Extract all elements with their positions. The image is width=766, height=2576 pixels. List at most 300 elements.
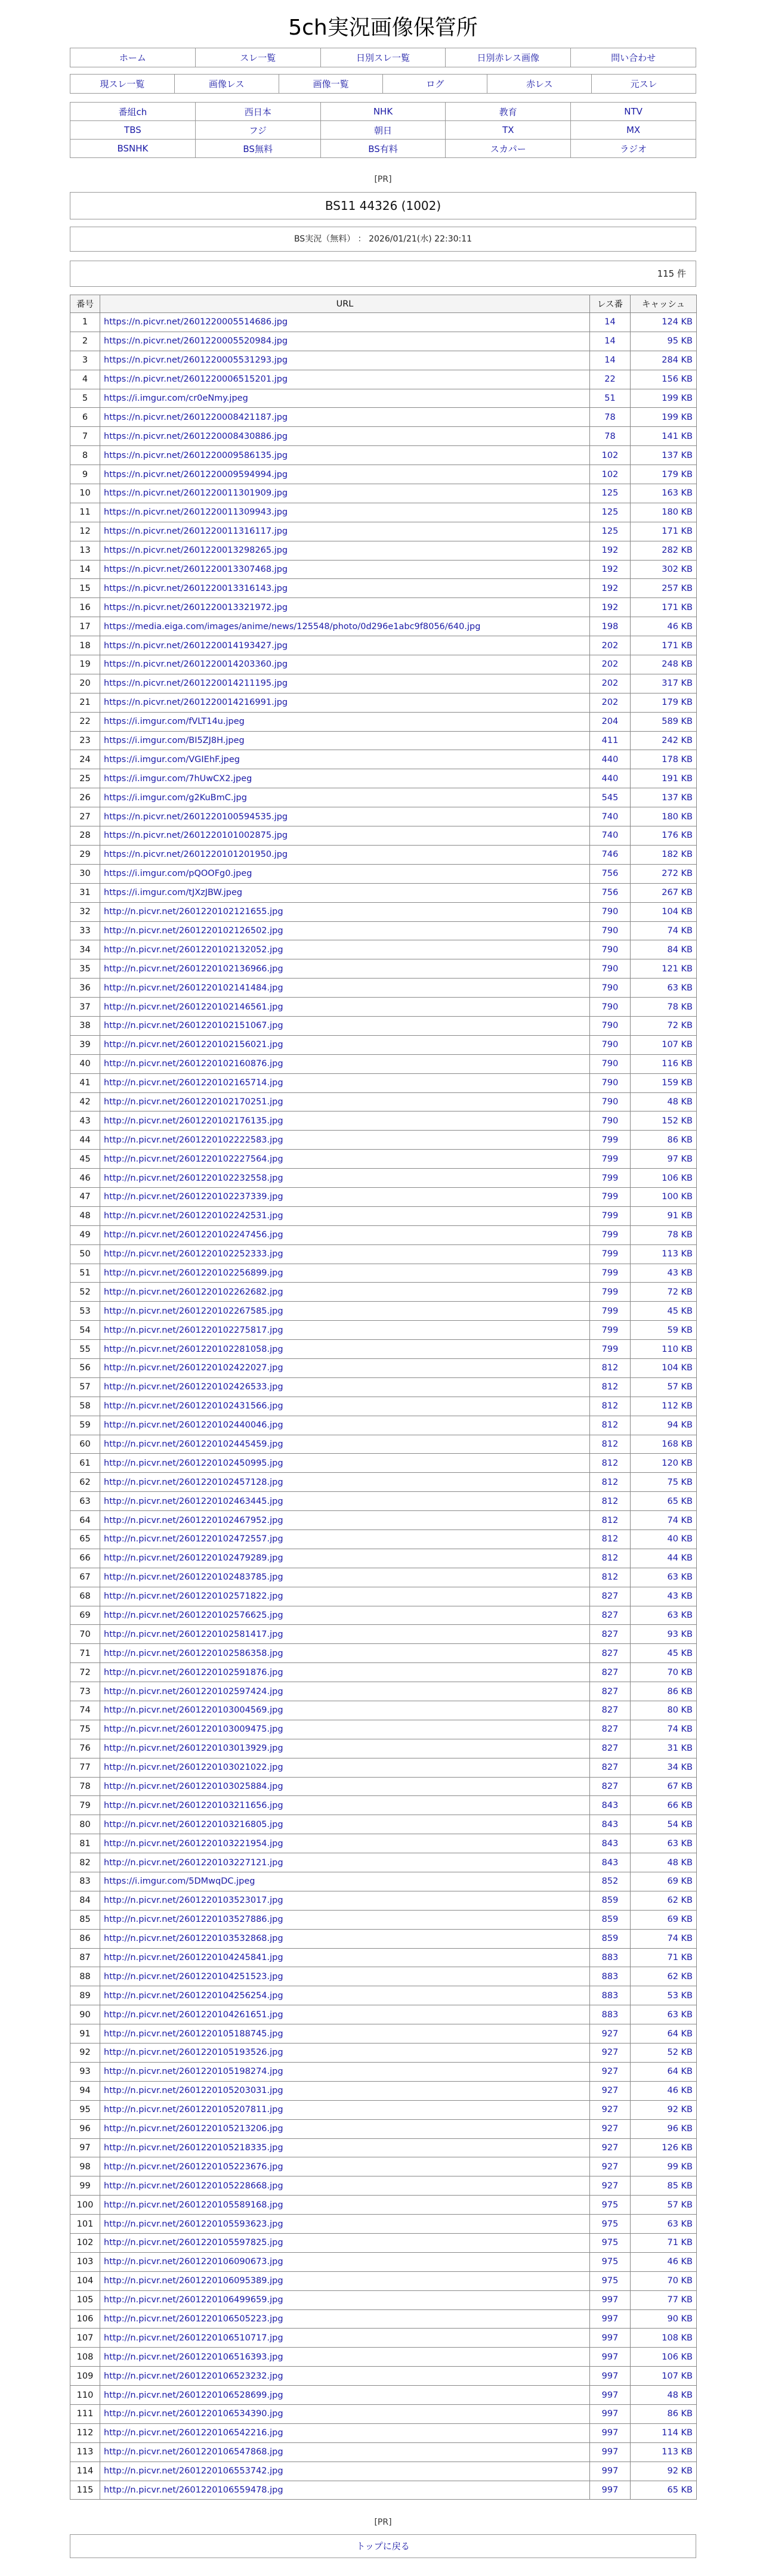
res-number-link[interactable]: 997 bbox=[601, 2447, 619, 2457]
cache-size-link[interactable]: 71 KB bbox=[667, 1953, 693, 1963]
res-number-link[interactable]: 927 bbox=[601, 2105, 619, 2115]
cache-size-link[interactable]: 91 KB bbox=[667, 1211, 693, 1221]
res-number-link[interactable]: 997 bbox=[601, 2390, 619, 2400]
cache-size-link[interactable]: 57 KB bbox=[667, 2200, 693, 2210]
res-number-link[interactable]: 827 bbox=[601, 1611, 619, 1620]
cache-size-link[interactable]: 106 KB bbox=[662, 1173, 693, 1183]
res-number-link[interactable]: 859 bbox=[601, 1934, 619, 1944]
res-number-link[interactable]: 883 bbox=[601, 1953, 619, 1963]
image-url-link[interactable]: https://i.imgur.com/fVLT14u.jpeg bbox=[104, 717, 245, 727]
image-url-link[interactable]: https://n.picvr.net/2601220101002875.jpg bbox=[104, 831, 288, 841]
image-url-link[interactable]: http://n.picvr.net/2601220102479289.jpg bbox=[104, 1553, 283, 1563]
nav-item-link[interactable]: 日別スレ一覧 bbox=[356, 52, 410, 63]
image-url-link[interactable]: https://i.imgur.com/tJXzJBW.jpeg bbox=[104, 888, 243, 898]
res-number-link[interactable]: 756 bbox=[601, 888, 619, 898]
res-number-link[interactable]: 790 bbox=[601, 1040, 619, 1050]
res-number-link[interactable]: 812 bbox=[601, 1515, 619, 1525]
image-url-link[interactable]: http://n.picvr.net/2601220103532868.jpg bbox=[104, 1934, 283, 1944]
image-url-link[interactable]: https://n.picvr.net/2601220013316143.jpg bbox=[104, 583, 288, 593]
image-url-link[interactable]: http://n.picvr.net/2601220105593623.jpg bbox=[104, 2219, 283, 2229]
res-number-link[interactable]: 125 bbox=[601, 507, 619, 518]
cache-size-link[interactable]: 74 KB bbox=[667, 1934, 693, 1944]
cache-size-link[interactable]: 90 KB bbox=[667, 2314, 693, 2324]
res-number-link[interactable]: 997 bbox=[601, 2314, 619, 2324]
cache-size-link[interactable]: 302 KB bbox=[662, 565, 693, 575]
res-number-link[interactable]: 927 bbox=[601, 2162, 619, 2172]
image-url-link[interactable]: http://n.picvr.net/2601220104261651.jpg bbox=[104, 2010, 283, 2020]
res-number-link[interactable]: 827 bbox=[601, 1686, 619, 1696]
image-url-link[interactable]: http://n.picvr.net/2601220102576625.jpg bbox=[104, 1611, 283, 1620]
channel-item-link[interactable]: ラジオ bbox=[620, 143, 647, 154]
cache-size-link[interactable]: 116 KB bbox=[662, 1059, 693, 1069]
image-url-link[interactable]: http://n.picvr.net/2601220106559478.jpg bbox=[104, 2485, 283, 2495]
image-url-link[interactable]: http://n.picvr.net/2601220103227121.jpg bbox=[104, 1857, 283, 1868]
image-url-link[interactable]: http://n.picvr.net/2601220105198274.jpg bbox=[104, 2067, 283, 2077]
res-number-link[interactable]: 812 bbox=[601, 1553, 619, 1563]
channel-item-link[interactable]: NHK bbox=[373, 106, 393, 117]
image-url-link[interactable]: https://n.picvr.net/2601220100594535.jpg bbox=[104, 812, 288, 822]
cache-size-link[interactable]: 69 KB bbox=[667, 1915, 693, 1925]
image-url-link[interactable]: http://n.picvr.net/2601220102146561.jpg bbox=[104, 1002, 283, 1012]
res-number-link[interactable]: 799 bbox=[601, 1173, 619, 1183]
cache-size-link[interactable]: 64 KB bbox=[667, 2029, 693, 2039]
res-number-link[interactable]: 927 bbox=[601, 2048, 619, 2058]
res-number-link[interactable]: 997 bbox=[601, 2352, 619, 2362]
res-number-link[interactable]: 440 bbox=[601, 754, 619, 764]
image-url-link[interactable]: http://n.picvr.net/2601220102450995.jpg bbox=[104, 1458, 283, 1468]
cache-size-link[interactable]: 85 KB bbox=[667, 2181, 693, 2191]
res-number-link[interactable]: 827 bbox=[601, 1705, 619, 1716]
image-url-link[interactable]: http://n.picvr.net/2601220106499659.jpg bbox=[104, 2295, 283, 2305]
res-number-link[interactable]: 975 bbox=[601, 2276, 619, 2286]
image-url-link[interactable]: http://n.picvr.net/2601220102440046.jpg bbox=[104, 1420, 283, 1431]
cache-size-link[interactable]: 59 KB bbox=[667, 1325, 693, 1335]
res-number-link[interactable]: 740 bbox=[601, 812, 619, 822]
res-number-link[interactable]: 843 bbox=[601, 1819, 619, 1829]
image-url-link[interactable]: http://n.picvr.net/2601220103216805.jpg bbox=[104, 1819, 283, 1829]
res-number-link[interactable]: 997 bbox=[601, 2295, 619, 2305]
image-url-link[interactable]: https://n.picvr.net/2601220005531293.jpg bbox=[104, 355, 288, 366]
image-url-link[interactable]: http://n.picvr.net/2601220102431566.jpg bbox=[104, 1401, 283, 1411]
image-url-link[interactable]: https://n.picvr.net/2601220009594994.jpg bbox=[104, 469, 288, 479]
res-number-link[interactable]: 827 bbox=[601, 1724, 619, 1735]
image-url-link[interactable]: http://n.picvr.net/2601220102151067.jpg bbox=[104, 1021, 283, 1031]
image-url-link[interactable]: http://n.picvr.net/2601220102237339.jpg bbox=[104, 1192, 283, 1202]
channel-item-link[interactable]: TBS bbox=[124, 125, 141, 135]
image-url-link[interactable]: http://n.picvr.net/2601220102242531.jpg bbox=[104, 1211, 283, 1221]
cache-size-link[interactable]: 54 KB bbox=[667, 1819, 693, 1829]
cache-size-link[interactable]: 80 KB bbox=[667, 1705, 693, 1716]
res-number-link[interactable]: 192 bbox=[601, 602, 619, 612]
res-number-link[interactable]: 975 bbox=[601, 2257, 619, 2267]
cache-size-link[interactable]: 284 KB bbox=[662, 355, 693, 366]
cache-size-link[interactable]: 137 KB bbox=[662, 450, 693, 460]
image-url-link[interactable]: http://n.picvr.net/2601220106516393.jpg bbox=[104, 2352, 283, 2362]
image-url-link[interactable]: http://n.picvr.net/2601220102586358.jpg bbox=[104, 1648, 283, 1658]
cache-size-link[interactable]: 48 KB bbox=[667, 1097, 693, 1107]
res-number-link[interactable]: 14 bbox=[604, 317, 616, 327]
res-number-link[interactable]: 883 bbox=[601, 1990, 619, 2001]
cache-size-link[interactable]: 113 KB bbox=[662, 2447, 693, 2457]
image-url-link[interactable]: http://n.picvr.net/2601220105218335.jpg bbox=[104, 2142, 283, 2153]
image-url-link[interactable]: http://n.picvr.net/2601220102463445.jpg bbox=[104, 1496, 283, 1506]
res-number-link[interactable]: 927 bbox=[601, 2086, 619, 2096]
res-number-link[interactable]: 997 bbox=[601, 2485, 619, 2495]
image-url-link[interactable]: http://n.picvr.net/2601220105193526.jpg bbox=[104, 2048, 283, 2058]
cache-size-link[interactable]: 108 KB bbox=[662, 2333, 693, 2343]
image-url-link[interactable]: http://n.picvr.net/2601220102232558.jpg bbox=[104, 1173, 283, 1183]
cache-size-link[interactable]: 179 KB bbox=[662, 469, 693, 479]
image-url-link[interactable]: https://media.eiga.com/images/anime/news/125548/photo/0d296e1abc9f8056/640.jpg bbox=[104, 621, 481, 631]
res-number-link[interactable]: 799 bbox=[601, 1211, 619, 1221]
cache-size-link[interactable]: 171 KB bbox=[662, 640, 693, 651]
cache-size-link[interactable]: 110 KB bbox=[662, 1344, 693, 1354]
cache-size-link[interactable]: 86 KB bbox=[667, 1135, 693, 1145]
res-number-link[interactable]: 202 bbox=[601, 698, 619, 708]
cache-size-link[interactable]: 171 KB bbox=[662, 527, 693, 537]
image-url-link[interactable]: http://n.picvr.net/2601220102422027.jpg bbox=[104, 1363, 283, 1373]
res-number-link[interactable]: 192 bbox=[601, 565, 619, 575]
channel-item-link[interactable]: 西日本 bbox=[244, 106, 271, 117]
cache-size-link[interactable]: 62 KB bbox=[667, 1971, 693, 1981]
cache-size-link[interactable]: 112 KB bbox=[662, 1401, 693, 1411]
cache-size-link[interactable]: 107 KB bbox=[662, 2371, 693, 2381]
res-number-link[interactable]: 975 bbox=[601, 2238, 619, 2248]
res-number-link[interactable]: 545 bbox=[601, 792, 619, 803]
image-url-link[interactable]: https://n.picvr.net/2601220011309943.jpg bbox=[104, 507, 288, 518]
res-number-link[interactable]: 756 bbox=[601, 869, 619, 879]
image-url-link[interactable]: http://n.picvr.net/2601220102121655.jpg bbox=[104, 907, 283, 917]
cache-size-link[interactable]: 40 KB bbox=[667, 1534, 693, 1544]
res-number-link[interactable]: 843 bbox=[601, 1800, 619, 1810]
res-number-link[interactable]: 975 bbox=[601, 2219, 619, 2229]
image-url-link[interactable]: http://n.picvr.net/2601220102281058.jpg bbox=[104, 1344, 283, 1354]
res-number-link[interactable]: 799 bbox=[601, 1249, 619, 1259]
res-number-link[interactable]: 812 bbox=[601, 1477, 619, 1487]
image-url-link[interactable]: http://n.picvr.net/2601220102597424.jpg bbox=[104, 1686, 283, 1696]
cache-size-link[interactable]: 180 KB bbox=[662, 812, 693, 822]
res-number-link[interactable]: 78 bbox=[604, 412, 616, 422]
cache-size-link[interactable]: 57 KB bbox=[667, 1382, 693, 1392]
res-number-link[interactable]: 827 bbox=[601, 1763, 619, 1773]
image-url-link[interactable]: http://n.picvr.net/2601220105223676.jpg bbox=[104, 2162, 283, 2172]
image-url-link[interactable]: https://n.picvr.net/2601220011316117.jpg bbox=[104, 527, 288, 537]
res-number-link[interactable]: 202 bbox=[601, 640, 619, 651]
image-url-link[interactable]: https://i.imgur.com/g2KuBmC.jpg bbox=[104, 792, 247, 803]
res-number-link[interactable]: 827 bbox=[601, 1667, 619, 1677]
image-url-link[interactable]: https://n.picvr.net/2601220008421187.jpg bbox=[104, 412, 288, 422]
image-url-link[interactable]: http://n.picvr.net/2601220102170251.jpg bbox=[104, 1097, 283, 1107]
image-url-link[interactable]: http://n.picvr.net/2601220103004569.jpg bbox=[104, 1705, 283, 1716]
nav-item-link[interactable]: 日別赤レス画像 bbox=[477, 52, 540, 63]
image-url-link[interactable]: http://n.picvr.net/2601220102252333.jpg bbox=[104, 1249, 283, 1259]
res-number-link[interactable]: 14 bbox=[604, 355, 616, 366]
cache-size-link[interactable]: 44 KB bbox=[667, 1553, 693, 1563]
cache-size-link[interactable]: 72 KB bbox=[667, 1021, 693, 1031]
cache-size-link[interactable]: 74 KB bbox=[667, 1515, 693, 1525]
cache-size-link[interactable]: 282 KB bbox=[662, 546, 693, 556]
channel-item-link[interactable]: フジ bbox=[249, 125, 267, 136]
res-number-link[interactable]: 790 bbox=[601, 964, 619, 974]
cache-size-link[interactable]: 104 KB bbox=[662, 1363, 693, 1373]
cache-size-link[interactable]: 77 KB bbox=[667, 2295, 693, 2305]
image-url-link[interactable]: http://n.picvr.net/2601220102267585.jpg bbox=[104, 1306, 283, 1316]
res-number-link[interactable]: 746 bbox=[601, 850, 619, 860]
cache-size-link[interactable]: 104 KB bbox=[662, 907, 693, 917]
channel-item-link[interactable]: MX bbox=[626, 125, 641, 135]
res-number-link[interactable]: 790 bbox=[601, 1021, 619, 1031]
image-url-link[interactable]: http://n.picvr.net/2601220102126502.jpg bbox=[104, 925, 283, 936]
image-url-link[interactable]: http://n.picvr.net/2601220106534390.jpg bbox=[104, 2409, 283, 2419]
cache-size-link[interactable]: 199 KB bbox=[662, 412, 693, 422]
image-url-link[interactable]: http://n.picvr.net/2601220102160876.jpg bbox=[104, 1059, 283, 1069]
image-url-link[interactable]: http://n.picvr.net/2601220106542216.jpg bbox=[104, 2428, 283, 2438]
channel-item-link[interactable]: スカパー bbox=[490, 143, 526, 154]
image-url-link[interactable]: http://n.picvr.net/2601220106090673.jpg bbox=[104, 2257, 283, 2267]
cache-size-link[interactable]: 178 KB bbox=[662, 754, 693, 764]
image-url-link[interactable]: http://n.picvr.net/2601220102136966.jpg bbox=[104, 964, 283, 974]
cache-size-link[interactable]: 589 KB bbox=[662, 717, 693, 727]
cache-size-link[interactable]: 72 KB bbox=[667, 1287, 693, 1297]
image-url-link[interactable]: https://n.picvr.net/2601220014211195.jpg bbox=[104, 679, 288, 689]
image-url-link[interactable]: https://n.picvr.net/2601220014193427.jpg bbox=[104, 640, 288, 651]
site-title[interactable]: 5ch実況画像保管所 bbox=[288, 16, 478, 40]
res-number-link[interactable]: 799 bbox=[601, 1268, 619, 1278]
cache-size-link[interactable]: 179 KB bbox=[662, 698, 693, 708]
cache-size-link[interactable]: 63 KB bbox=[667, 2010, 693, 2020]
nav-item-link[interactable]: 元スレ bbox=[630, 79, 657, 89]
res-number-link[interactable]: 790 bbox=[601, 1097, 619, 1107]
res-number-link[interactable]: 125 bbox=[601, 488, 619, 499]
res-number-link[interactable]: 192 bbox=[601, 546, 619, 556]
image-url-link[interactable]: http://n.picvr.net/2601220105597825.jpg bbox=[104, 2238, 283, 2248]
image-url-link[interactable]: https://i.imgur.com/cr0eNmy.jpeg bbox=[104, 394, 248, 403]
res-number-link[interactable]: 790 bbox=[601, 1002, 619, 1012]
image-url-link[interactable]: http://n.picvr.net/2601220105213206.jpg bbox=[104, 2124, 283, 2134]
image-url-link[interactable]: http://n.picvr.net/2601220106528699.jpg bbox=[104, 2390, 283, 2400]
res-number-link[interactable]: 997 bbox=[601, 2333, 619, 2343]
cache-size-link[interactable]: 94 KB bbox=[667, 1420, 693, 1431]
cache-size-link[interactable]: 78 KB bbox=[667, 1002, 693, 1012]
res-number-link[interactable]: 790 bbox=[601, 945, 619, 955]
image-url-link[interactable]: http://n.picvr.net/2601220106553742.jpg bbox=[104, 2466, 283, 2476]
res-number-link[interactable]: 812 bbox=[601, 1534, 619, 1544]
res-number-link[interactable]: 799 bbox=[601, 1135, 619, 1145]
cache-size-link[interactable]: 114 KB bbox=[662, 2428, 693, 2438]
cache-size-link[interactable]: 242 KB bbox=[662, 736, 693, 746]
image-url-link[interactable]: http://n.picvr.net/2601220103211656.jpg bbox=[104, 1800, 283, 1810]
cache-size-link[interactable]: 248 KB bbox=[662, 660, 693, 670]
cache-size-link[interactable]: 48 KB bbox=[667, 1857, 693, 1868]
res-number-link[interactable]: 51 bbox=[604, 394, 616, 403]
res-number-link[interactable]: 812 bbox=[601, 1458, 619, 1468]
cache-size-link[interactable]: 176 KB bbox=[662, 831, 693, 841]
image-url-link[interactable]: https://n.picvr.net/2601220005520984.jpg bbox=[104, 336, 288, 346]
cache-size-link[interactable]: 92 KB bbox=[667, 2105, 693, 2115]
channel-item-link[interactable]: 番組ch bbox=[118, 106, 147, 117]
res-number-link[interactable]: 812 bbox=[601, 1420, 619, 1431]
res-number-link[interactable]: 827 bbox=[601, 1629, 619, 1639]
image-url-link[interactable]: http://n.picvr.net/2601220102571822.jpg bbox=[104, 1592, 283, 1602]
nav-item-link[interactable]: スレ一覧 bbox=[240, 52, 276, 63]
image-url-link[interactable]: http://n.picvr.net/2601220106523232.jpg bbox=[104, 2371, 283, 2381]
res-number-link[interactable]: 790 bbox=[601, 1116, 619, 1126]
res-number-link[interactable]: 799 bbox=[601, 1325, 619, 1335]
cache-size-link[interactable]: 317 KB bbox=[662, 679, 693, 689]
nav-item-link[interactable]: 問い合わせ bbox=[611, 52, 656, 63]
res-number-link[interactable]: 411 bbox=[601, 736, 619, 746]
cache-size-link[interactable]: 31 KB bbox=[667, 1744, 693, 1754]
cache-size-link[interactable]: 156 KB bbox=[662, 374, 693, 385]
res-number-link[interactable]: 125 bbox=[601, 527, 619, 537]
nav-item-link[interactable]: ログ bbox=[426, 79, 444, 89]
cache-size-link[interactable]: 97 KB bbox=[667, 1154, 693, 1164]
res-number-link[interactable]: 975 bbox=[601, 2200, 619, 2210]
res-number-link[interactable]: 812 bbox=[601, 1439, 619, 1449]
image-url-link[interactable]: http://n.picvr.net/2601220104256254.jpg bbox=[104, 1990, 283, 2001]
res-number-link[interactable]: 192 bbox=[601, 583, 619, 593]
image-url-link[interactable]: https://n.picvr.net/2601220005514686.jpg bbox=[104, 317, 288, 327]
res-number-link[interactable]: 827 bbox=[601, 1744, 619, 1754]
cache-size-link[interactable]: 46 KB bbox=[667, 621, 693, 631]
res-number-link[interactable]: 883 bbox=[601, 2010, 619, 2020]
cache-size-link[interactable]: 74 KB bbox=[667, 925, 693, 936]
image-url-link[interactable]: http://n.picvr.net/2601220103013929.jpg bbox=[104, 1744, 283, 1754]
image-url-link[interactable]: http://n.picvr.net/2601220102176135.jpg bbox=[104, 1116, 283, 1126]
res-number-link[interactable]: 997 bbox=[601, 2371, 619, 2381]
channel-item-link[interactable]: BS有料 bbox=[368, 143, 398, 154]
res-number-link[interactable]: 790 bbox=[601, 907, 619, 917]
res-number-link[interactable]: 812 bbox=[601, 1382, 619, 1392]
cache-size-link[interactable]: 152 KB bbox=[662, 1116, 693, 1126]
cache-size-link[interactable]: 52 KB bbox=[667, 2048, 693, 2058]
cache-size-link[interactable]: 93 KB bbox=[667, 1629, 693, 1639]
image-url-link[interactable]: http://n.picvr.net/2601220102256899.jpg bbox=[104, 1268, 283, 1278]
image-url-link[interactable]: http://n.picvr.net/2601220103527886.jpg bbox=[104, 1915, 283, 1925]
cache-size-link[interactable]: 171 KB bbox=[662, 602, 693, 612]
cache-size-link[interactable]: 257 KB bbox=[662, 583, 693, 593]
cache-size-link[interactable]: 163 KB bbox=[662, 488, 693, 499]
res-number-link[interactable]: 812 bbox=[601, 1401, 619, 1411]
cache-size-link[interactable]: 272 KB bbox=[662, 869, 693, 879]
res-number-link[interactable]: 859 bbox=[601, 1915, 619, 1925]
cache-size-link[interactable]: 199 KB bbox=[662, 394, 693, 403]
res-number-link[interactable]: 102 bbox=[601, 450, 619, 460]
cache-size-link[interactable]: 107 KB bbox=[662, 1040, 693, 1050]
res-number-link[interactable]: 790 bbox=[601, 925, 619, 936]
image-url-link[interactable]: https://n.picvr.net/2601220013298265.jpg bbox=[104, 546, 288, 556]
image-url-link[interactable]: http://n.picvr.net/2601220106095389.jpg bbox=[104, 2276, 283, 2286]
image-url-link[interactable]: http://n.picvr.net/2601220102165714.jpg bbox=[104, 1078, 283, 1088]
cache-size-link[interactable]: 168 KB bbox=[662, 1439, 693, 1449]
cache-size-link[interactable]: 48 KB bbox=[667, 2390, 693, 2400]
image-url-link[interactable]: https://i.imgur.com/7hUwCX2.jpeg bbox=[104, 773, 252, 784]
res-number-link[interactable]: 997 bbox=[601, 2428, 619, 2438]
image-url-link[interactable]: http://n.picvr.net/2601220102247456.jpg bbox=[104, 1230, 283, 1240]
image-url-link[interactable]: https://i.imgur.com/pQOOFg0.jpeg bbox=[104, 869, 252, 879]
nav-item-link[interactable]: 現スレ一覧 bbox=[100, 79, 145, 89]
res-number-link[interactable]: 927 bbox=[601, 2181, 619, 2191]
res-number-link[interactable]: 812 bbox=[601, 1496, 619, 1506]
cache-size-link[interactable]: 66 KB bbox=[667, 1800, 693, 1810]
res-number-link[interactable]: 927 bbox=[601, 2124, 619, 2134]
cache-size-link[interactable]: 78 KB bbox=[667, 1230, 693, 1240]
cache-size-link[interactable]: 45 KB bbox=[667, 1306, 693, 1316]
res-number-link[interactable]: 799 bbox=[601, 1306, 619, 1316]
channel-item-link[interactable]: 朝日 bbox=[373, 125, 392, 136]
channel-item-link[interactable]: BS無料 bbox=[243, 143, 273, 154]
cache-size-link[interactable]: 43 KB bbox=[667, 1268, 693, 1278]
res-number-link[interactable]: 790 bbox=[601, 983, 619, 993]
res-number-link[interactable]: 843 bbox=[601, 1857, 619, 1868]
cache-size-link[interactable]: 191 KB bbox=[662, 773, 693, 784]
channel-item-link[interactable]: BSNHK bbox=[117, 143, 149, 154]
image-url-link[interactable]: http://n.picvr.net/2601220102457128.jpg bbox=[104, 1477, 283, 1487]
nav-item-link[interactable]: 画像一覧 bbox=[313, 79, 349, 89]
cache-size-link[interactable]: 74 KB bbox=[667, 1724, 693, 1735]
res-number-link[interactable]: 14 bbox=[604, 336, 616, 346]
image-url-link[interactable]: https://n.picvr.net/2601220013307468.jpg bbox=[104, 565, 288, 575]
cache-size-link[interactable]: 69 KB bbox=[667, 1877, 693, 1887]
image-url-link[interactable]: https://n.picvr.net/2601220014216991.jpg bbox=[104, 698, 288, 708]
res-number-link[interactable]: 812 bbox=[601, 1572, 619, 1583]
cache-size-link[interactable]: 120 KB bbox=[662, 1458, 693, 1468]
cache-size-link[interactable]: 267 KB bbox=[662, 888, 693, 898]
image-url-link[interactable]: http://n.picvr.net/2601220103025884.jpg bbox=[104, 1782, 283, 1792]
res-number-link[interactable]: 799 bbox=[601, 1154, 619, 1164]
image-url-link[interactable]: http://n.picvr.net/2601220102581417.jpg bbox=[104, 1629, 283, 1639]
image-url-link[interactable]: http://n.picvr.net/2601220102227564.jpg bbox=[104, 1154, 283, 1164]
image-url-link[interactable]: https://n.picvr.net/2601220014203360.jpg bbox=[104, 660, 288, 670]
cache-size-link[interactable]: 43 KB bbox=[667, 1592, 693, 1602]
image-url-link[interactable]: http://n.picvr.net/2601220102141484.jpg bbox=[104, 983, 283, 993]
image-url-link[interactable]: http://n.picvr.net/2601220102275817.jpg bbox=[104, 1325, 283, 1335]
image-url-link[interactable]: http://n.picvr.net/2601220102262682.jpg bbox=[104, 1287, 283, 1297]
cache-size-link[interactable]: 62 KB bbox=[667, 1896, 693, 1906]
res-number-link[interactable]: 799 bbox=[601, 1230, 619, 1240]
res-number-link[interactable]: 740 bbox=[601, 831, 619, 841]
image-url-link[interactable]: http://n.picvr.net/2601220104245841.jpg bbox=[104, 1953, 283, 1963]
cache-size-link[interactable]: 63 KB bbox=[667, 1838, 693, 1849]
res-number-link[interactable]: 827 bbox=[601, 1648, 619, 1658]
nav-item-link[interactable]: ホーム bbox=[119, 52, 146, 63]
nav-item-link[interactable]: 赤レス bbox=[526, 79, 553, 89]
res-number-link[interactable]: 997 bbox=[601, 2466, 619, 2476]
res-number-link[interactable]: 927 bbox=[601, 2067, 619, 2077]
back-to-top-link[interactable]: トップに戻る bbox=[356, 2541, 410, 2552]
image-url-link[interactable]: https://n.picvr.net/2601220101201950.jpg bbox=[104, 850, 288, 860]
image-url-link[interactable]: https://n.picvr.net/2601220013321972.jpg bbox=[104, 602, 288, 612]
cache-size-link[interactable]: 34 KB bbox=[667, 1763, 693, 1773]
image-url-link[interactable]: http://n.picvr.net/2601220105207811.jpg bbox=[104, 2105, 283, 2115]
image-url-link[interactable]: http://n.picvr.net/2601220102467952.jpg bbox=[104, 1515, 283, 1525]
cache-size-link[interactable]: 65 KB bbox=[667, 2485, 693, 2495]
image-url-link[interactable]: http://n.picvr.net/2601220102483785.jpg bbox=[104, 1572, 283, 1583]
cache-size-link[interactable]: 64 KB bbox=[667, 2067, 693, 2077]
cache-size-link[interactable]: 137 KB bbox=[662, 792, 693, 803]
res-number-link[interactable]: 927 bbox=[601, 2029, 619, 2039]
res-number-link[interactable]: 927 bbox=[601, 2142, 619, 2153]
res-number-link[interactable]: 440 bbox=[601, 773, 619, 784]
cache-size-link[interactable]: 95 KB bbox=[667, 336, 693, 346]
cache-size-link[interactable]: 70 KB bbox=[667, 1667, 693, 1677]
cache-size-link[interactable]: 63 KB bbox=[667, 1611, 693, 1620]
res-number-link[interactable]: 799 bbox=[601, 1192, 619, 1202]
image-url-link[interactable]: https://n.picvr.net/2601220006515201.jpg bbox=[104, 374, 288, 385]
res-number-link[interactable]: 812 bbox=[601, 1363, 619, 1373]
image-url-link[interactable]: http://n.picvr.net/2601220102426533.jpg bbox=[104, 1382, 283, 1392]
cache-size-link[interactable]: 70 KB bbox=[667, 2276, 693, 2286]
